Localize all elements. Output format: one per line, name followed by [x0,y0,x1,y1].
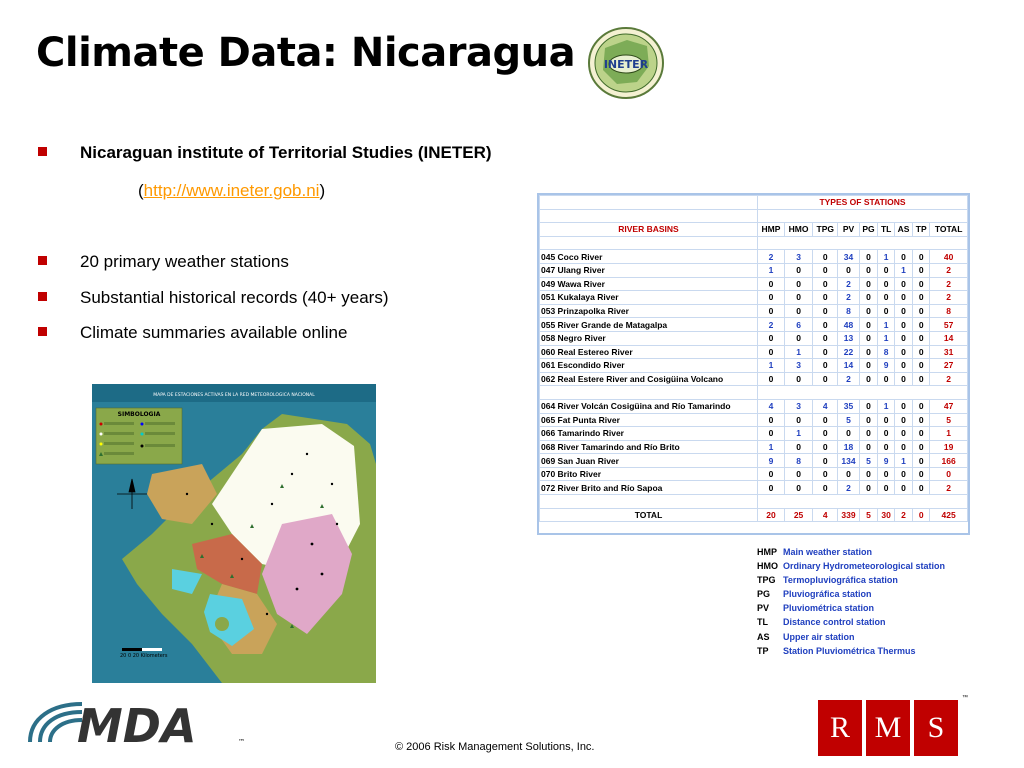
basin-name: 055 River Grande de Matagalpa [540,318,758,332]
rms-letter-s: S [914,700,958,756]
basin-name: 051 Kukalaya River [540,291,758,305]
column-header: HMP [758,223,785,237]
basin-name: 068 River Tamarindo and Río Brito [540,440,758,454]
cell-value: 1 [878,399,895,413]
cell-value: 0 [859,277,878,291]
table-row [540,359,968,373]
table-row [540,427,968,441]
cell-value: 0 [859,318,878,332]
cell-value: 5 [838,413,859,427]
cell-value: 0 [913,440,930,454]
legend-item [757,575,945,589]
rms-letter-r: R [818,700,862,756]
column-header: AS [894,223,912,237]
cell-value: 4 [758,399,785,413]
cell-value: 2 [758,250,785,264]
legend-item [757,561,945,575]
cell-value: 22 [838,345,859,359]
cell-value: 0 [930,467,968,481]
cell-value: 2 [894,508,912,522]
column-header: TOTAL [930,223,968,237]
legend-desc: Distance control station [783,617,886,628]
cell-value: 27 [930,359,968,373]
cell-value: 0 [859,440,878,454]
cell-value: 0 [859,481,878,495]
cell-value: 0 [894,304,912,318]
cell-value: 0 [894,413,912,427]
cell-value: 3 [784,399,812,413]
cell-value: 0 [813,331,838,345]
cell-value: 0 [878,263,895,277]
cell-value: 14 [838,359,859,373]
cell-value: 0 [913,467,930,481]
cell-value: 4 [813,399,838,413]
cell-value: 0 [838,467,859,481]
cell-value: 18 [838,440,859,454]
bullet-item: 20 primary weather stations [38,252,289,272]
legend-item [757,646,945,660]
cell-value: 0 [758,277,785,291]
cell-value: 0 [859,359,878,373]
cell-value: 0 [913,427,930,441]
cell-value: 8 [784,454,812,468]
cell-value: 9 [878,454,895,468]
table-row [540,250,968,264]
cell-value: 2 [838,481,859,495]
legend-item [757,632,945,646]
bullet-square-icon [38,256,47,265]
cell-value: 9 [878,359,895,373]
table-title: TYPES OF STATIONS [758,196,968,210]
cell-value: 0 [784,481,812,495]
cell-value: 0 [859,291,878,305]
cell-value: 0 [838,263,859,277]
cell-value: 166 [930,454,968,468]
cell-value: 8 [878,345,895,359]
cell-value: 13 [838,331,859,345]
cell-value: 0 [913,508,930,522]
cell-value: 0 [813,250,838,264]
cell-value: 57 [930,318,968,332]
cell-value: 30 [878,508,895,522]
cell-value: 0 [859,345,878,359]
cell-value: 34 [838,250,859,264]
cell-value: 0 [784,304,812,318]
column-header: PV [838,223,859,237]
cell-value: 0 [784,372,812,386]
basin-header: RIVER BASINS [540,223,758,237]
cell-value: 0 [784,413,812,427]
cell-value: 0 [878,440,895,454]
legend-item [757,617,945,631]
cell-value: 2 [758,318,785,332]
basin-name: 058 Negro River [540,331,758,345]
cell-value: 0 [894,372,912,386]
legend-code: TP [757,645,769,656]
legend-desc: Termopluviográfica station [783,575,898,586]
cell-value: 0 [813,277,838,291]
cell-value: 0 [878,481,895,495]
basin-name: 064 River Volcán Cosigüina and Río Tamarindo [540,399,758,413]
basin-name: 069 San Juan River [540,454,758,468]
cell-value: 5 [930,413,968,427]
cell-value: 0 [913,331,930,345]
cell-value: 1 [784,427,812,441]
legend-code: PG [757,589,771,600]
cell-value: 0 [813,413,838,427]
cell-value: 0 [813,467,838,481]
basin-name: 045 Coco River [540,250,758,264]
legend-desc: Upper air station [783,631,855,642]
basin-name: 061 Escondido River [540,359,758,373]
cell-value: 0 [813,440,838,454]
cell-value: 0 [913,481,930,495]
copyright-text: © 2006 Risk Management Solutions, Inc. [395,741,595,753]
station-map [92,384,376,683]
cell-value: 0 [784,277,812,291]
cell-value: 25 [784,508,812,522]
cell-value: 1 [784,345,812,359]
total-label: TOTAL [540,508,758,522]
cell-value: 9 [758,454,785,468]
cell-value: 0 [894,481,912,495]
cell-value: 0 [913,277,930,291]
table-row [540,399,968,413]
bullet-item: Climate summaries available online [38,323,347,343]
table-row [540,440,968,454]
cell-value: 0 [758,304,785,318]
cell-value: 6 [784,318,812,332]
cell-value: 0 [878,467,895,481]
cell-value: 134 [838,454,859,468]
rms-letter-m: M [866,700,910,756]
cell-value: 0 [813,318,838,332]
cell-value: 0 [894,427,912,441]
cell-value: 339 [838,508,859,522]
basin-name: 047 Ulang River [540,263,758,277]
cell-value: 0 [758,345,785,359]
cell-value: 19 [930,440,968,454]
cell-value: 0 [758,291,785,305]
legend-code: HMP [757,547,777,557]
page-title: Climate Data: Nicaragua [36,30,576,76]
cell-value: 1 [894,454,912,468]
cell-value: 0 [894,318,912,332]
cell-value: 0 [859,427,878,441]
column-header: TL [878,223,895,237]
table-row [540,331,968,345]
rms-trademark: ™ [962,695,968,701]
legend-code: HMO [757,561,778,572]
cell-value: 0 [894,399,912,413]
table-row [540,277,968,291]
cell-value: 0 [859,467,878,481]
cell-value: 2 [838,291,859,305]
legend-code: PV [757,603,770,614]
cell-value: 48 [838,318,859,332]
cell-value: 0 [913,291,930,305]
cell-value: 8 [930,304,968,318]
table-row [540,291,968,305]
svg-text:INETER: INETER [603,58,649,71]
legend-desc: Ordinary Hydrometeorological station [783,561,946,572]
svg-text:™: ™ [238,738,245,746]
cell-value: 0 [813,359,838,373]
cell-value: 0 [784,467,812,481]
svg-text:MAPA DE ESTACIONES ACTIVAS EN: MAPA DE ESTACIONES ACTIVAS EN LA RED METEOROLOGICA NACIONAL [153,393,315,398]
cell-value: 0 [913,372,930,386]
basin-name: 049 Wawa River [540,277,758,291]
basin-name: 066 Tamarindo River [540,427,758,441]
cell-value: 0 [894,277,912,291]
cell-value: 2 [930,481,968,495]
cell-value: 2 [930,291,968,305]
table-row [540,454,968,468]
cell-value: 0 [813,291,838,305]
cell-value: 1 [878,318,895,332]
table-row [540,304,968,318]
column-header: HMO [784,223,812,237]
cell-value: 0 [859,372,878,386]
cell-value: 0 [758,467,785,481]
cell-value: 3 [784,359,812,373]
cell-value: 0 [913,413,930,427]
cell-value: 2 [838,277,859,291]
legend-code: TPG [757,575,776,586]
cell-value: 0 [813,481,838,495]
cell-value: 0 [784,291,812,305]
cell-value: 1 [758,359,785,373]
table-row [540,467,968,481]
cell-value: 0 [894,467,912,481]
stations-table [537,193,970,535]
cell-value: 0 [913,263,930,277]
cell-value: 0 [878,427,895,441]
basin-name: 072 River Brito and Río Sapoa [540,481,758,495]
cell-value: 1 [894,263,912,277]
cell-value: 1 [930,427,968,441]
legend-desc: Station Pluviométrica Thermus [783,645,916,656]
cell-value: 0 [894,250,912,264]
cell-value: 0 [813,372,838,386]
cell-value: 0 [859,413,878,427]
cell-value: 0 [894,359,912,373]
cell-value: 0 [784,263,812,277]
legend-item [757,547,945,561]
table-row [540,372,968,386]
cell-value: 5 [859,508,878,522]
cell-value: 0 [894,331,912,345]
cell-value: 1 [878,331,895,345]
rms-logo [818,700,958,756]
table-row [540,413,968,427]
cell-value: 4 [813,508,838,522]
cell-value: 0 [758,331,785,345]
cell-value: 1 [878,250,895,264]
cell-value: 31 [930,345,968,359]
cell-value: 0 [894,345,912,359]
cell-value: 0 [813,345,838,359]
station-legend [757,547,945,660]
cell-value: 1 [758,263,785,277]
legend-desc: Pluviométrica station [783,603,875,614]
cell-value: 0 [758,481,785,495]
basin-name: 060 Real Estereo River [540,345,758,359]
cell-value: 14 [930,331,968,345]
cell-value: 0 [913,454,930,468]
cell-value: 0 [878,291,895,305]
cell-value: 0 [878,304,895,318]
column-header: TPG [813,223,838,237]
url-line: (http://www.ineter.gob.ni) [138,181,326,200]
cell-value: 0 [913,318,930,332]
cell-value: 0 [913,345,930,359]
cell-value: 0 [913,250,930,264]
cell-value: 2 [930,277,968,291]
basin-name: 062 Real Estere River and Cosigüina Volcano [540,372,758,386]
column-header: PG [859,223,878,237]
table-row [540,345,968,359]
total-row [540,508,968,522]
cell-value: 0 [859,331,878,345]
cell-value: 20 [758,508,785,522]
cell-value: 0 [913,359,930,373]
cell-value: 0 [878,372,895,386]
ineter-link[interactable]: http://www.ineter.gob.ni [143,181,320,200]
cell-value: 8 [838,304,859,318]
ineter-logo [587,26,665,100]
legend-desc: Main weather station [783,547,873,557]
svg-text:20 0 20 Kilometers: 20 0 20 Kilometers [120,653,168,659]
bullet-square-icon [38,147,47,156]
cell-value: 0 [784,440,812,454]
table-row [540,481,968,495]
cell-value: 0 [913,399,930,413]
bullet-item: Substantial historical records (40+ years) [38,288,389,308]
bullet-square-icon [38,327,47,336]
svg-text:SIMBOLOGIA: SIMBOLOGIA [117,411,161,418]
cell-value: 0 [859,250,878,264]
cell-value: 0 [894,440,912,454]
legend-item [757,603,945,617]
cell-value: 0 [859,399,878,413]
cell-value: 2 [930,263,968,277]
cell-value: 5 [859,454,878,468]
legend-item [757,589,945,603]
cell-value: 0 [878,413,895,427]
table-row [540,263,968,277]
cell-value: 0 [813,454,838,468]
bullet-square-icon [38,292,47,301]
cell-value: 2 [930,372,968,386]
column-header: TP [913,223,930,237]
cell-value: 40 [930,250,968,264]
cell-value: 35 [838,399,859,413]
cell-value: 47 [930,399,968,413]
legend-desc: Pluviográfica station [783,589,872,600]
cell-value: 0 [813,304,838,318]
cell-value: 0 [758,372,785,386]
cell-value: 0 [758,427,785,441]
basin-name: 070 Brito River [540,467,758,481]
bullet-item: Nicaraguan institute of Territorial Studies (INETER) [38,143,492,163]
cell-value: 425 [930,508,968,522]
cell-value: 0 [838,427,859,441]
cell-value: 0 [813,427,838,441]
svg-text:MDA: MDA [77,699,197,748]
cell-value: 3 [784,250,812,264]
cell-value: 0 [859,263,878,277]
cell-value: 2 [838,372,859,386]
legend-code: TL [757,617,768,628]
cell-value: 0 [894,291,912,305]
mda-logo [22,698,252,748]
legend-code: AS [757,631,770,642]
cell-value: 0 [878,277,895,291]
basin-name: 065 Fat Punta River [540,413,758,427]
cell-value: 0 [859,304,878,318]
basin-name: 053 Prinzapolka River [540,304,758,318]
cell-value: 0 [758,413,785,427]
cell-value: 0 [913,304,930,318]
table-row [540,318,968,332]
cell-value: 0 [784,331,812,345]
cell-value: 1 [758,440,785,454]
cell-value: 0 [813,263,838,277]
